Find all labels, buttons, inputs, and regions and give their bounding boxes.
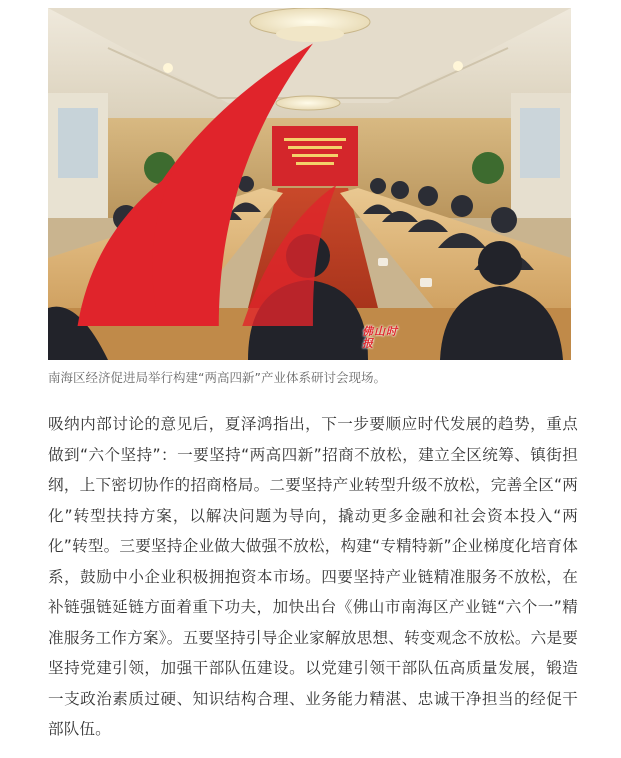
meeting-photo <box>48 8 571 360</box>
sail-logo-icon <box>54 20 360 350</box>
watermark-label: 佛山时报 <box>362 324 399 350</box>
article-paragraph: 吸纳内部讨论的意见后，夏泽鸿指出，下一步要顺应时代发展的趋势，重点做到“六个坚持”：一要坚持“两高四新”招商不放松，建立全区统筹、镇街担纲，上下密切协作的招商格局。二要坚持产业转型升级不放松，完善全区“两化”转型扶持方案，以解决问题为导向，撬动更多金融和社会资本投入“两化”转型。三要坚持企业做大做强不放松，构建“专精特新”企业梯度化培育体系，鼓励中小企业积极拥抱资本市场。四要坚持产业链精准服务不放松，在补链强链延链方面着重下功夫，加快出台《佛山市南海区产业链“六个一”精准服务工作方案》。五要坚持引导企业家解放思想、转变观念不放松。六是要坚持党建引领，加强干部队伍建设。以党建引领干部队伍高质量发展，锻造一支政治素质过硬、知识结构合理、业务能力精湛、忠诚干净担当的经促干部队伍。 <box>48 415 578 738</box>
newspaper-watermark <box>54 20 404 350</box>
photo-caption: 南海区经济促进局举行构建“两高四新”产业体系研讨会现场。 <box>48 370 386 385</box>
